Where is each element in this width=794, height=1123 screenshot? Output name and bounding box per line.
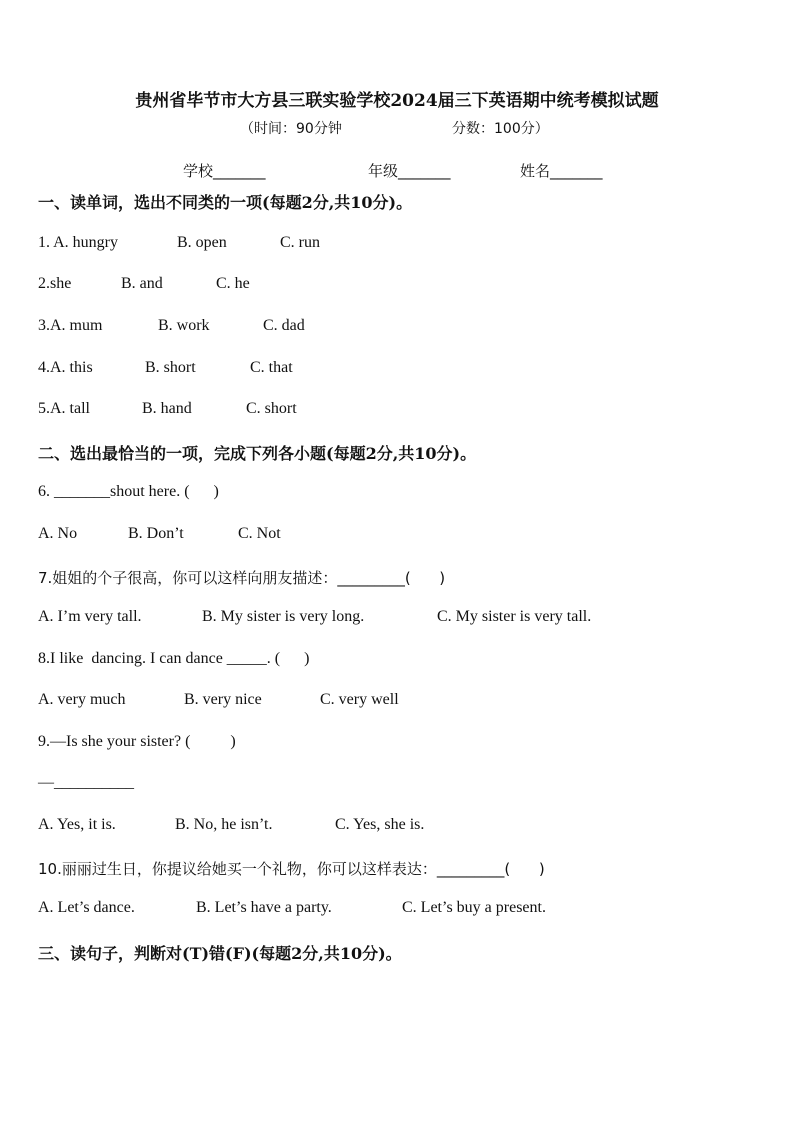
- q6-option-c: C. Not: [238, 525, 281, 542]
- q10-stem: 10.丽丽过生日，你提议给她买一个礼物，你可以这样表达：_________( ): [38, 860, 545, 878]
- q7-option-b: B. My sister is very long.: [202, 608, 365, 625]
- q2-option-a: 2.she: [38, 275, 72, 292]
- q9-option-c: C. Yes, she is.: [335, 816, 425, 833]
- q6-option-a: A. No: [38, 525, 78, 542]
- q8-stem: 8.I like dancing. I can dance _____. ( ): [38, 650, 310, 667]
- grade-field: 年级_______: [368, 162, 451, 180]
- q9-option-b: B. No, he isn’t.: [175, 816, 273, 833]
- q2-option-c: C. he: [216, 275, 250, 292]
- q3-option-b: B. work: [158, 317, 210, 334]
- q9-option-a: A. Yes, it is.: [38, 816, 116, 833]
- q7-option-a: A. I’m very tall.: [38, 608, 142, 625]
- q5-option-c: C. short: [246, 400, 297, 417]
- q10-option-b: B. Let’s have a party.: [196, 899, 332, 916]
- exam-time: （时间：90分钟: [240, 121, 342, 137]
- q4-option-c: C. that: [250, 359, 293, 376]
- page-title: 贵州省毕节市大方县三联实验学校2024届三下英语期中统考模拟试题: [135, 91, 659, 111]
- name-field: 姓名_______: [520, 162, 603, 180]
- school-field: 学校_______: [183, 162, 266, 180]
- q6-stem: 6. _______shout here. ( ): [38, 483, 219, 500]
- q4-option-b: B. short: [145, 359, 196, 376]
- q8-option-b: B. very nice: [184, 691, 262, 708]
- q4-option-a: 4.A. this: [38, 359, 93, 376]
- q1-option-a: 1. A. hungry: [38, 234, 118, 251]
- q6-option-b: B. Don’t: [128, 525, 184, 542]
- q5-option-b: B. hand: [142, 400, 192, 417]
- q8-option-a: A. very much: [38, 691, 126, 708]
- section-1-heading: 一、读单词，选出不同类的一项(每题2分,共10分)。: [38, 193, 413, 212]
- q1-option-c: C. run: [280, 234, 320, 251]
- q10-option-a: A. Let’s dance.: [38, 899, 135, 916]
- q2-option-b: B. and: [121, 275, 163, 292]
- section-2-heading: 二、选出最恰当的一项，完成下列各小题(每题2分,共10分)。: [38, 444, 477, 463]
- q7-option-c: C. My sister is very tall.: [437, 608, 592, 625]
- exam-score: 分数：100分）: [452, 121, 549, 137]
- q3-option-a: 3.A. mum: [38, 317, 103, 334]
- q9-stem: 9.—Is she your sister? ( ): [38, 733, 236, 750]
- q1-option-b: B. open: [177, 234, 227, 251]
- q7-stem: 7.姐姐的个子很高，你可以这样向朋友描述：_________( ): [38, 569, 446, 587]
- q9-reply-blank: —__________: [38, 774, 134, 791]
- q5-option-a: 5.A. tall: [38, 400, 90, 417]
- section-3-heading: 三、读句子，判断对(T)错(F)(每题2分,共10分)。: [38, 944, 402, 963]
- q8-option-c: C. very well: [320, 691, 399, 708]
- q3-option-c: C. dad: [263, 317, 305, 334]
- q10-option-c: C. Let’s buy a present.: [402, 899, 546, 916]
